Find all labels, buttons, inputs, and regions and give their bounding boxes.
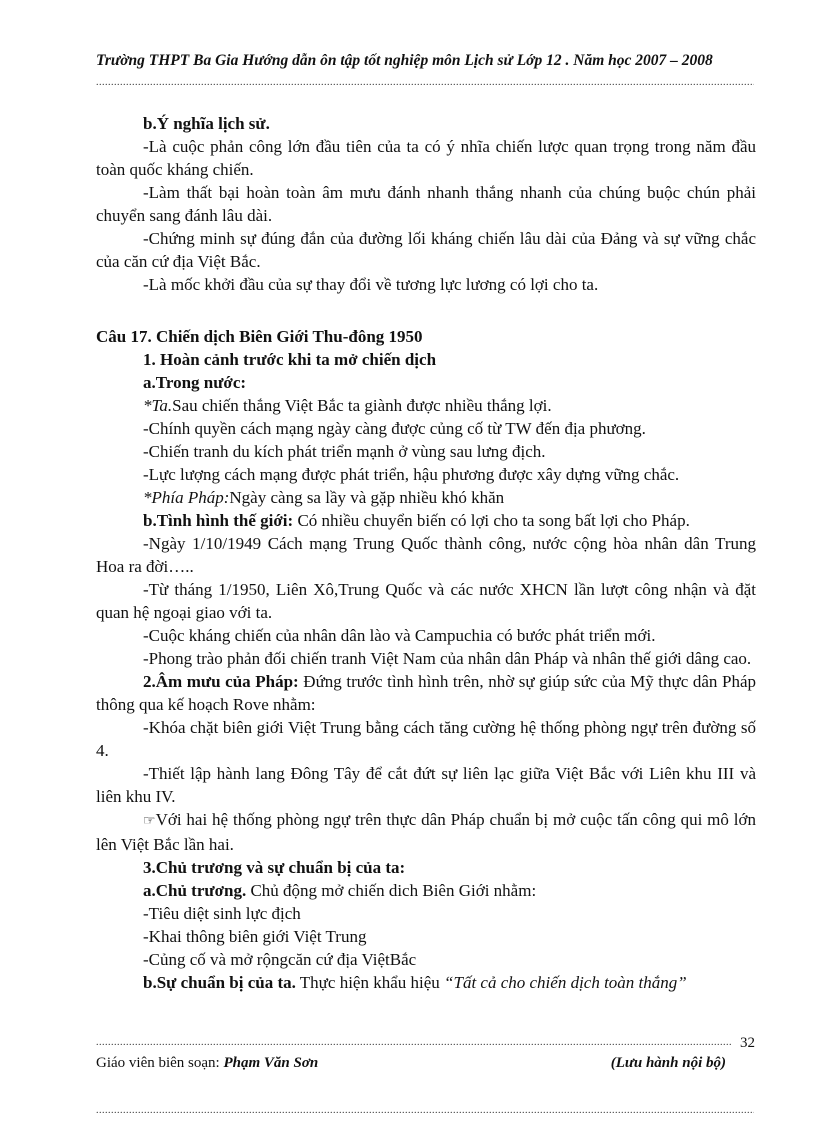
section-2-text: Đứng trước tình hình trên, nhờ sự giúp sức của Mỹ thực dân Pháp thông qua kế hoạch Rove nhằm: bbox=[96, 672, 757, 714]
section-1b-item: -Cuộc kháng chiến của nhân dân lào và Campuchia có bước phát triển mới. bbox=[143, 626, 656, 645]
spacer bbox=[96, 296, 756, 319]
section-3a-text: Chủ động mở chiến dich Biên Giới nhằm: bbox=[246, 881, 537, 900]
page-footer bbox=[96, 1055, 726, 1072]
section-1a-item: -Chiến tranh du kích phát triển mạnh ở vùng sau lưng địch. bbox=[143, 442, 546, 461]
section-1b bbox=[96, 509, 756, 532]
section-3a-item: -Củng cố và mở rộngcăn cứ địa ViệtBắc bbox=[143, 950, 417, 969]
page-content bbox=[96, 112, 756, 994]
section-2 bbox=[96, 670, 756, 716]
section-1a-item: -Lực lượng cách mạng được phát triển, hậu phương được xây dựng vững chắc. bbox=[143, 465, 680, 484]
section-1b-title: b.Tình hình thế giới: bbox=[143, 511, 294, 530]
footer-dotted-rule bbox=[96, 1038, 732, 1048]
section-1a-title: a.Trong nước: bbox=[143, 373, 247, 392]
section-2-item: -Khóa chặt biên giới Việt Trung bằng cách tăng cường hệ thống phòng ngự trên đường số 4. bbox=[96, 718, 756, 760]
section-3a-item: -Khai thông biên giới Việt Trung bbox=[143, 927, 367, 946]
ta-label: *Ta. bbox=[143, 396, 173, 415]
bottom-dotted-rule bbox=[96, 1106, 754, 1116]
section-3b-text: Thực hiện khẩu hiệu bbox=[295, 973, 445, 992]
section-1a-ta bbox=[96, 394, 756, 417]
section-b-item: -Là mốc khởi đầu của sự thay đổi về tương lực lương có lợi cho ta. bbox=[143, 275, 599, 294]
section-1b-item: -Ngày 1/10/1949 Cách mạng Trung Quốc thành công, nước cộng hòa nhân dân Trung Hoa ra đời….. bbox=[96, 534, 756, 576]
section-b-item: -Chứng minh sự đúng đắn của đường lối kháng chiến lâu dài của Đảng và sự vững chắc của căn cứ địa Việt Bắc. bbox=[96, 229, 756, 271]
conclusion-text: Với hai hệ thống phòng ngự trên thực dân Pháp chuẩn bị mở cuộc tấn công qui mô lớn lên Việt Bắc lần hai. bbox=[96, 810, 756, 854]
phap-text: Ngày càng sa lầy và gặp nhiều khó khăn bbox=[229, 488, 505, 507]
question-title: Câu 17. Chiến dịch Biên Giới Thu-đông 1950 bbox=[96, 327, 423, 346]
page-number: 32 bbox=[740, 1035, 755, 1051]
section-b-item: -Làm thất bại hoàn toàn âm mưu đánh nhanh thắng nhanh của chúng buộc chún phải chuyển sang đánh lâu dài. bbox=[96, 183, 756, 225]
section-3a bbox=[96, 879, 756, 902]
footer-note: (Lưu hành nội bộ) bbox=[610, 1055, 726, 1071]
section-1b-item: -Từ tháng 1/1950, Liên Xô,Trung Quốc và các nước XHCN lần lượt công nhận và đặt quan hệ ngoại giao với ta. bbox=[96, 580, 756, 622]
footer-author-label: Giáo viên biên soạn: bbox=[96, 1055, 224, 1071]
section-3a-item: -Tiêu diệt sinh lực địch bbox=[143, 904, 301, 923]
section-1a-item: -Chính quyền cách mạng ngày càng được củng cố từ TW đến địa phương. bbox=[143, 419, 646, 438]
section-2-title: 2.Âm mưu của Pháp: bbox=[143, 672, 299, 691]
section-3b bbox=[96, 971, 756, 994]
header-dotted-rule bbox=[96, 78, 754, 88]
section-3b-title: b.Sự chuẩn bị của ta. bbox=[143, 973, 296, 992]
section-b-title: b.Ý nghĩa lịch sử. bbox=[143, 114, 270, 133]
section-1b-text: Có nhiều chuyển biến có lợi cho ta song bất lợi cho Pháp. bbox=[293, 511, 690, 530]
page-header: Trường THPT Ba Gia Hướng dẫn ôn tập tốt nghiệp môn Lịch sử Lớp 12 . Năm học 2007 – 2008 bbox=[96, 52, 713, 69]
section-b-item: -Là cuộc phản công lớn đầu tiên của ta có ý nhĩa chiến lược quan trọng trong năm đầu toàn quốc kháng chiến. bbox=[96, 137, 756, 179]
ta-text: Sau chiến thắng Việt Bắc ta giành được nhiều thắng lợi. bbox=[172, 396, 552, 415]
footer-author-name: Phạm Văn Sơn bbox=[223, 1055, 319, 1071]
section-1b-item: -Phong trào phản đối chiến tranh Việt Nam của nhân dân Pháp và nhân thế giới dâng cao. bbox=[143, 649, 752, 668]
section-1-title: 1. Hoàn cảnh trước khi ta mở chiến dịch bbox=[143, 350, 437, 369]
section-1a-phap bbox=[96, 486, 756, 509]
section-3b-quote: “Tất cả cho chiến dịch toàn thắng” bbox=[444, 973, 687, 992]
section-3-title: 3.Chủ trương và sự chuẩn bị của ta: bbox=[143, 858, 406, 877]
section-2-item: -Thiết lập hành lang Đông Tây để cắt đứt sự liên lạc giữa Việt Bắc với Liên khu III và liên khu IV. bbox=[96, 764, 756, 806]
phap-label: *Phía Pháp: bbox=[143, 488, 230, 507]
section-3a-title: a.Chủ trương. bbox=[143, 881, 247, 900]
hand-pointing-icon: ☞ bbox=[143, 814, 156, 829]
section-2-conclusion bbox=[96, 808, 756, 856]
